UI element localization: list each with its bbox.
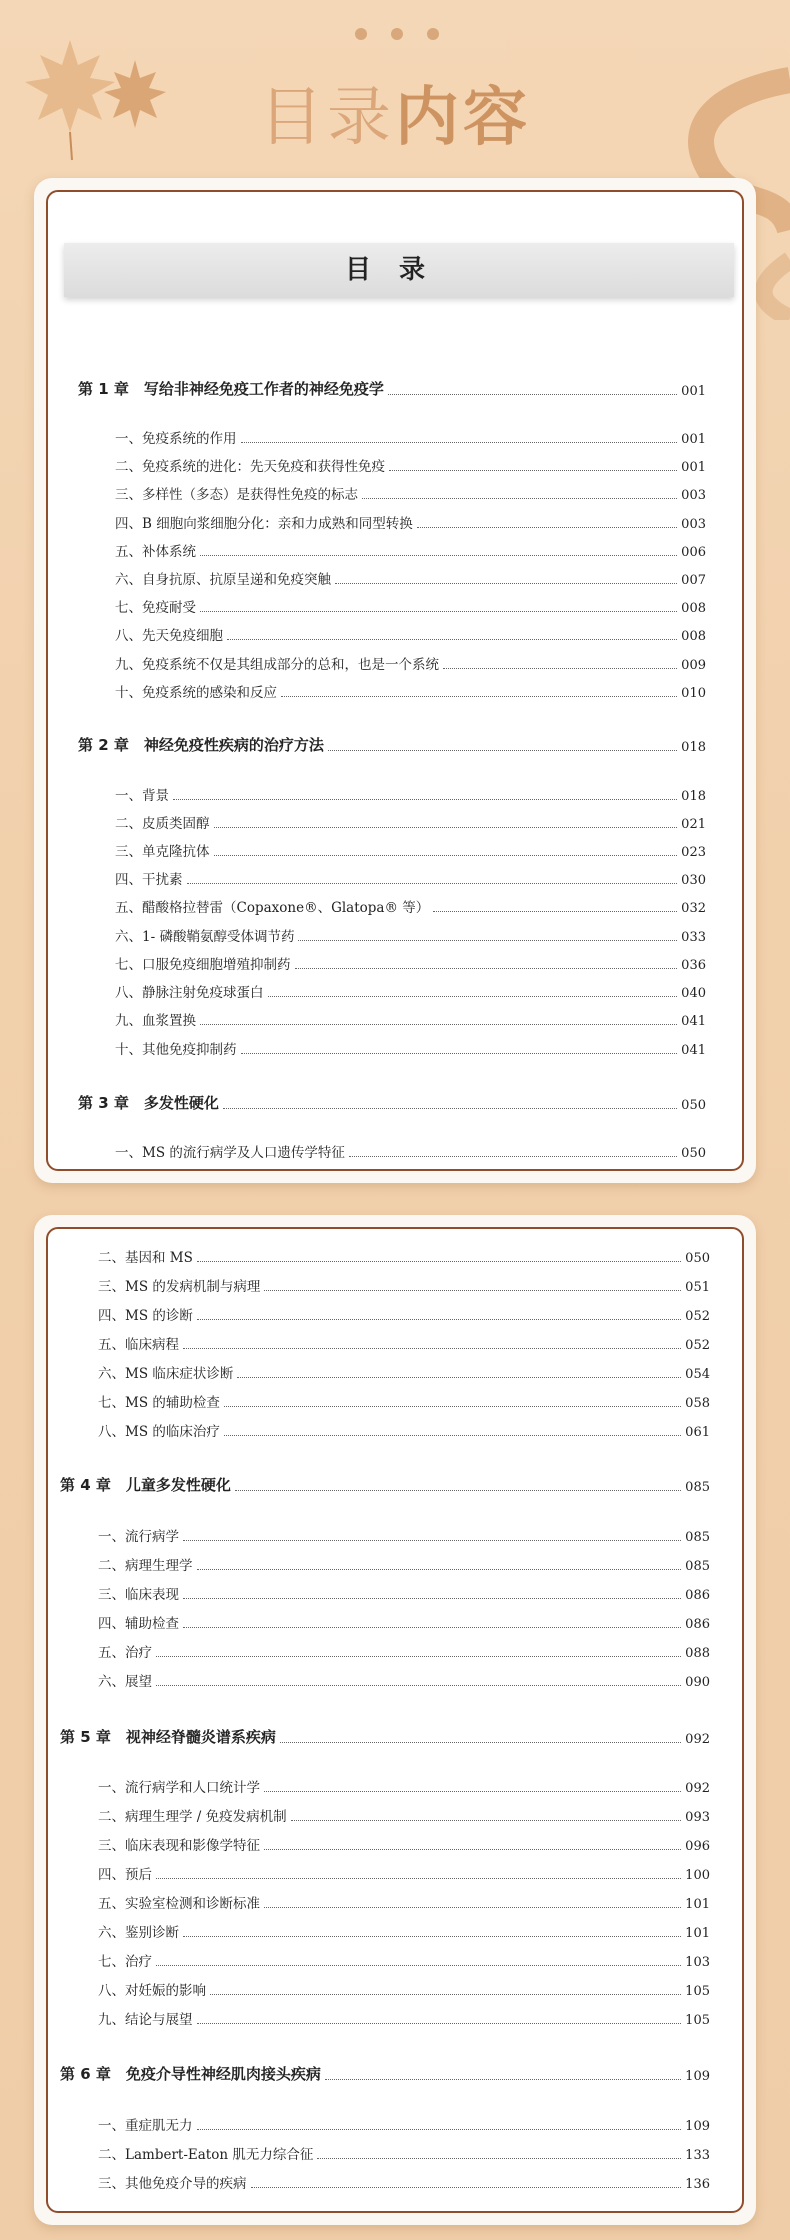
page-number: 088 [685, 1646, 710, 1661]
toc-entry[interactable] [115, 983, 706, 1001]
leader-dots [197, 1261, 681, 1262]
entry-label: 一、流行病学和人口统计学 [98, 1780, 260, 1796]
toc-entry[interactable] [98, 1894, 710, 1912]
entry-label: 二、皮质类固醇 [115, 816, 210, 832]
entry-label: 八、静脉注射免疫球蛋白 [115, 985, 264, 1001]
leader-dots [264, 1849, 681, 1850]
entry-label: 六、鉴别诊断 [98, 1925, 179, 1941]
page-number: 041 [681, 1043, 706, 1058]
toc-entry[interactable] [115, 842, 706, 860]
leader-dots [183, 1540, 681, 1541]
page-number: 041 [681, 1014, 706, 1029]
toc-entry[interactable] [98, 1643, 710, 1661]
leader-dots [264, 1791, 681, 1792]
chapter-title: 第 2 章 神经免疫性疾病的治疗方法 [78, 736, 324, 754]
page-number: 109 [685, 2119, 710, 2134]
entry-label: 八、先天免疫细胞 [115, 628, 223, 644]
chapter-title: 第 5 章 视神经脊髓炎谱系疾病 [60, 1728, 276, 1746]
toc-entry[interactable] [115, 814, 706, 832]
toc-entry[interactable] [115, 542, 706, 560]
leader-dots [173, 799, 677, 800]
entry-label: 二、病理生理学 [98, 1558, 193, 1574]
header-dots [355, 28, 439, 40]
leader-dots [433, 911, 677, 912]
toc-entry[interactable] [98, 1923, 710, 1941]
leader-dots [227, 639, 677, 640]
toc-entry[interactable] [115, 870, 706, 888]
page-number: 085 [685, 1530, 710, 1545]
toc-entry[interactable] [115, 927, 706, 945]
page-number: 033 [681, 930, 706, 945]
leader-dots [183, 1627, 681, 1628]
page-number: 052 [685, 1338, 710, 1353]
page-number: 006 [681, 545, 706, 560]
leader-dots [295, 968, 678, 969]
entry-label: 二、Lambert-Eaton 肌无力综合征 [98, 2147, 314, 2163]
entry-label: 二、免疫系统的进化：先天免疫和获得性免疫 [115, 459, 385, 475]
toc-entry[interactable] [115, 429, 706, 447]
toc-entry[interactable] [98, 1585, 710, 1603]
dot [355, 28, 367, 40]
toc-heading: 目录 [64, 243, 734, 297]
leader-dots [281, 696, 677, 697]
entry-label: 三、临床表现 [98, 1587, 179, 1603]
leader-dots [349, 1156, 677, 1157]
page-title-light: 目录 [259, 81, 395, 155]
toc-entry[interactable] [98, 1306, 710, 1324]
leader-dots [235, 1490, 681, 1491]
entry-label: 一、重症肌无力 [98, 2118, 193, 2134]
page-number: 003 [681, 488, 706, 503]
dot [391, 28, 403, 40]
page-number: 105 [685, 2013, 710, 2028]
page-number: 050 [681, 1146, 706, 1161]
toc-entry[interactable] [98, 1865, 710, 1883]
page-number: 058 [685, 1396, 710, 1411]
leader-dots [325, 2079, 681, 2080]
toc-entry[interactable] [115, 485, 706, 503]
toc-entry[interactable] [115, 570, 706, 588]
page-number: 051 [685, 1280, 710, 1295]
leader-dots [183, 1936, 681, 1937]
page-number: 086 [685, 1588, 710, 1603]
leader-dots [280, 1742, 681, 1743]
leader-dots [251, 2187, 682, 2188]
leader-dots [156, 1685, 681, 1686]
page-number: 036 [681, 958, 706, 973]
toc-entry[interactable] [98, 1952, 710, 1970]
entry-label: 八、MS 的临床治疗 [98, 1424, 220, 1440]
leader-dots [268, 996, 678, 997]
leader-dots [264, 1290, 681, 1291]
leader-dots [223, 1108, 677, 1109]
toc-entry[interactable] [98, 1981, 710, 1999]
leader-dots [241, 442, 678, 443]
leader-dots [237, 1377, 681, 1378]
chapter-title: 第 3 章 多发性硬化 [78, 1094, 219, 1112]
page-number: 001 [681, 460, 706, 475]
entry-label: 四、预后 [98, 1867, 152, 1883]
page-number: 133 [685, 2148, 710, 2163]
page-number: 018 [681, 789, 706, 804]
toc-entry[interactable] [115, 514, 706, 532]
leader-dots [264, 1907, 681, 1908]
page-number: 009 [681, 658, 706, 673]
chapter-3-row[interactable] [78, 1093, 706, 1113]
page-number: 003 [681, 517, 706, 532]
page-number: 136 [685, 2177, 710, 2192]
page-number: 096 [685, 1839, 710, 1854]
page-number: 093 [685, 1810, 710, 1825]
entry-label: 四、B 细胞向浆细胞分化：亲和力成熟和同型转换 [115, 516, 413, 532]
page-number: 090 [685, 1675, 710, 1690]
toc-entry[interactable] [98, 1778, 710, 1796]
leader-dots [388, 394, 677, 395]
toc-entry[interactable] [115, 898, 706, 916]
leader-dots [197, 1569, 682, 1570]
entry-label: 四、辅助检查 [98, 1616, 179, 1632]
page-number: 050 [685, 1251, 710, 1266]
leader-dots [335, 583, 677, 584]
chapter-6-row[interactable] [60, 2064, 710, 2084]
leader-dots [443, 668, 677, 669]
page-number: 040 [681, 986, 706, 1001]
toc-entry[interactable] [98, 1335, 710, 1353]
chapter-title: 第 6 章 免疫介导性神经肌肉接头疾病 [60, 2065, 321, 2083]
page-number: 101 [685, 1926, 710, 1941]
page-number: 001 [681, 384, 706, 399]
page-number: 052 [685, 1309, 710, 1324]
page-number: 101 [685, 1897, 710, 1912]
entry-label: 十、其他免疫抑制药 [115, 1042, 237, 1058]
entry-label: 四、MS 的诊断 [98, 1308, 193, 1324]
toc-entry[interactable] [98, 2145, 710, 2163]
leader-dots [362, 498, 677, 499]
leader-dots [241, 1053, 678, 1054]
entry-label: 三、MS 的发病机制与病理 [98, 1279, 261, 1295]
toc-entry[interactable] [98, 1672, 710, 1690]
toc-entry[interactable] [115, 955, 706, 973]
toc-entry[interactable] [98, 1807, 710, 1825]
entry-label: 六、MS 临床症状诊断 [98, 1366, 234, 1382]
entry-label: 七、口服免疫细胞增殖抑制药 [115, 957, 291, 973]
leader-dots [389, 470, 677, 471]
toc-entry[interactable] [115, 457, 706, 475]
toc-entry[interactable] [98, 1364, 710, 1382]
leader-dots [156, 1878, 681, 1879]
leader-dots [156, 1656, 681, 1657]
page-number: 092 [685, 1781, 710, 1796]
chapter-1-row[interactable] [78, 379, 706, 399]
leader-dots [224, 1435, 681, 1436]
toc-entry[interactable] [98, 2116, 710, 2134]
entry-label: 五、醋酸格拉替雷（Copaxone®、Glatopa® 等） [115, 900, 430, 916]
page-number: 010 [681, 686, 706, 701]
page-number: 001 [681, 432, 706, 447]
page-number: 008 [681, 601, 706, 616]
page-number: 100 [685, 1868, 710, 1883]
leader-dots [200, 1024, 677, 1025]
leader-dots [291, 1820, 682, 1821]
toc-entry[interactable] [98, 1422, 710, 1440]
page-number: 109 [685, 2069, 710, 2084]
leader-dots [210, 1994, 681, 1995]
entry-label: 四、干扰素 [115, 872, 183, 888]
entry-label: 六、1- 磷酸鞘氨醇受体调节药 [115, 929, 295, 945]
toc-entry[interactable] [98, 2174, 710, 2192]
entry-label: 三、临床表现和影像学特征 [98, 1838, 260, 1854]
entry-label: 二、病理生理学 / 免疫发病机制 [98, 1809, 287, 1825]
toc-entry[interactable] [98, 1393, 710, 1411]
chapter-5-row[interactable] [60, 1727, 710, 1747]
page-number: 050 [681, 1098, 706, 1113]
leader-dots [197, 2129, 682, 2130]
page-number: 032 [681, 901, 706, 916]
toc-entry[interactable] [98, 1556, 710, 1574]
leader-dots [200, 555, 677, 556]
leader-dots [224, 1406, 681, 1407]
entry-label: 二、基因和 MS [98, 1250, 193, 1266]
page-title-bold: 内容 [395, 81, 531, 155]
toc-entry[interactable] [115, 1143, 706, 1161]
toc-entry[interactable] [98, 1277, 710, 1295]
leader-dots [200, 611, 677, 612]
page-number: 092 [685, 1732, 710, 1747]
toc-entry[interactable] [98, 1614, 710, 1632]
entry-label: 五、治疗 [98, 1645, 152, 1661]
entry-label: 六、自身抗原、抗原呈递和免疫突触 [115, 572, 331, 588]
page-number: 085 [685, 1480, 710, 1495]
entry-label: 九、血浆置换 [115, 1013, 196, 1029]
entry-label: 九、结论与展望 [98, 2012, 193, 2028]
leader-dots [183, 1348, 681, 1349]
leader-dots [417, 527, 677, 528]
entry-label: 八、对妊娠的影响 [98, 1983, 206, 1999]
page-number: 085 [685, 1559, 710, 1574]
entry-label: 五、临床病程 [98, 1337, 179, 1353]
leader-dots [197, 1319, 681, 1320]
page-number: 030 [681, 873, 706, 888]
toc-entry[interactable] [115, 655, 706, 673]
leader-dots [328, 750, 677, 751]
leader-dots [187, 883, 678, 884]
entry-label: 五、补体系统 [115, 544, 196, 560]
page-number: 105 [685, 1984, 710, 1999]
page-number: 103 [685, 1955, 710, 1970]
chapter-title: 第 4 章 儿童多发性硬化 [60, 1476, 231, 1494]
page-number: 021 [681, 817, 706, 832]
toc-entry[interactable] [98, 1248, 710, 1266]
toc-entry[interactable] [115, 683, 706, 701]
page-number: 023 [681, 845, 706, 860]
entry-label: 十、免疫系统的感染和反应 [115, 685, 277, 701]
chapter-4-row[interactable] [60, 1475, 710, 1495]
toc-entry[interactable] [115, 1011, 706, 1029]
toc-entry[interactable] [115, 786, 706, 804]
leader-dots [298, 940, 677, 941]
toc-entry[interactable] [115, 1040, 706, 1058]
leader-dots [214, 855, 678, 856]
entry-label: 六、展望 [98, 1674, 152, 1690]
entry-label: 九、免疫系统不仅是其组成部分的总和，也是一个系统 [115, 657, 439, 673]
toc-entry[interactable] [98, 1527, 710, 1545]
entry-label: 七、治疗 [98, 1954, 152, 1970]
chapter-2-row[interactable] [78, 735, 706, 755]
page-number: 054 [685, 1367, 710, 1382]
toc-entry[interactable] [115, 626, 706, 644]
page-number: 018 [681, 740, 706, 755]
entry-label: 三、单克隆抗体 [115, 844, 210, 860]
entry-label: 七、免疫耐受 [115, 600, 196, 616]
leader-dots [214, 827, 678, 828]
page-number: 008 [681, 629, 706, 644]
entry-label: 一、流行病学 [98, 1529, 179, 1545]
chapter-title: 第 1 章 写给非神经免疫工作者的神经免疫学 [78, 380, 384, 398]
entry-label: 一、MS 的流行病学及人口遗传学特征 [115, 1145, 345, 1161]
dot [427, 28, 439, 40]
entry-label: 三、其他免疫介导的疾病 [98, 2176, 247, 2192]
leader-dots [197, 2023, 682, 2024]
toc-entry[interactable] [115, 598, 706, 616]
toc-entry[interactable] [98, 2010, 710, 2028]
page-number: 086 [685, 1617, 710, 1632]
entry-label: 一、背景 [115, 788, 169, 804]
entry-label: 一、免疫系统的作用 [115, 431, 237, 447]
page-number: 007 [681, 573, 706, 588]
leader-dots [183, 1598, 681, 1599]
leader-dots [317, 2158, 681, 2159]
entry-label: 三、多样性（多态）是获得性免疫的标志 [115, 487, 358, 503]
leader-dots [156, 1965, 681, 1966]
entry-label: 七、MS 的辅助检查 [98, 1395, 220, 1411]
entry-label: 五、实验室检测和诊断标准 [98, 1896, 260, 1912]
toc-entry[interactable] [98, 1836, 710, 1854]
page-number: 061 [685, 1425, 710, 1440]
